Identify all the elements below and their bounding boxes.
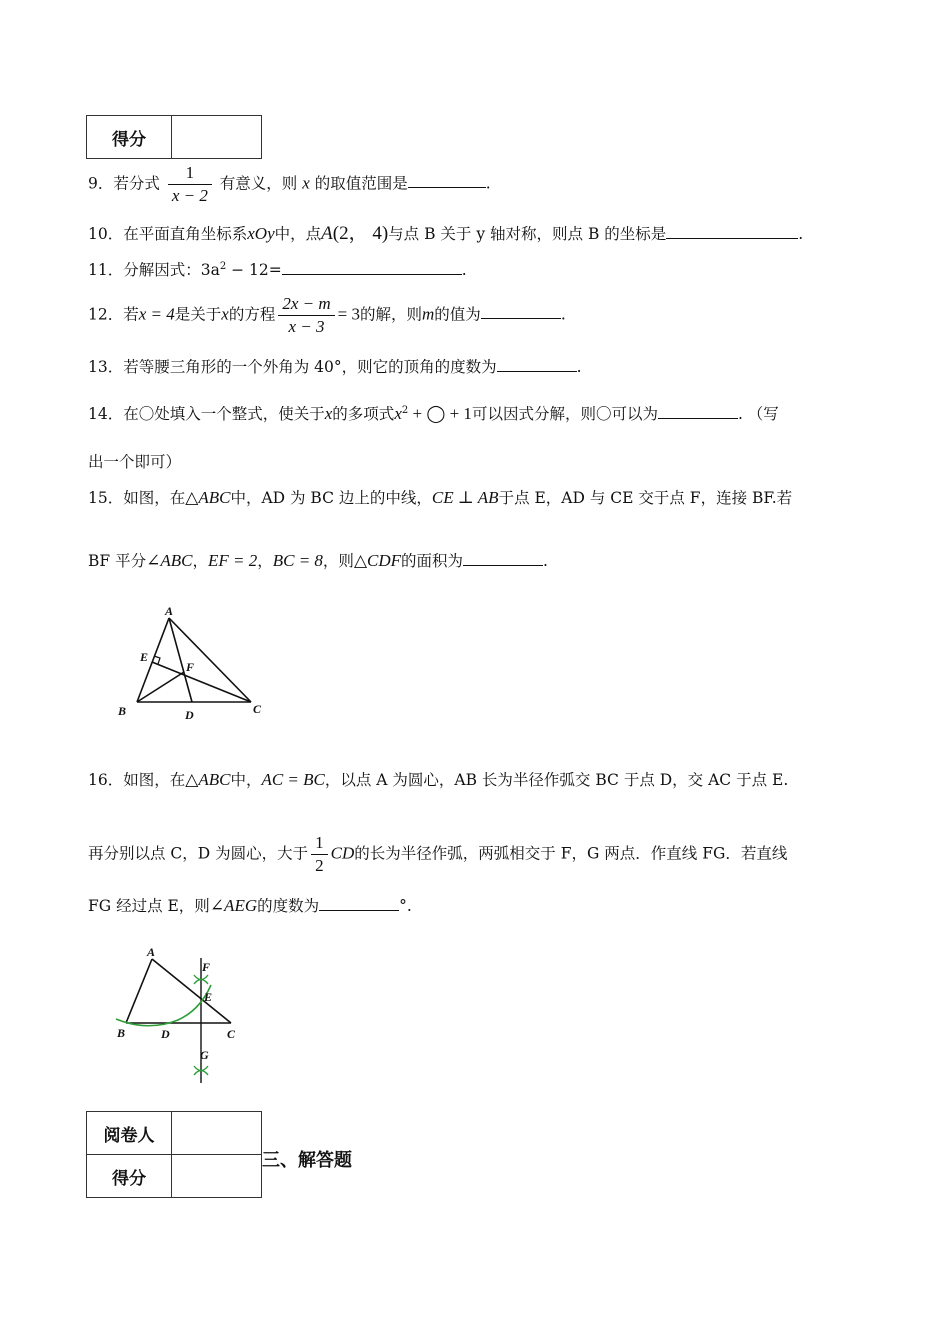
q12-t3: 的方程 (228, 305, 276, 324)
q9-frac-denominator: x − 2 (171, 185, 208, 205)
q12-var: x (221, 304, 229, 324)
q9-text-mid: 有意义，则 (219, 174, 298, 193)
q15-l2b: ， (192, 552, 208, 570)
score-table-top (86, 115, 262, 159)
question-number: 13． (88, 358, 124, 376)
question-number: 16． (88, 771, 124, 789)
q13-text: 若等腰三角形的一个外角为 40°，则它的顶角的度数为 (123, 358, 497, 376)
q16-figure (108, 940, 258, 1085)
q16-l2b: 的长为半径作弧，两弧相交于 F，G 两点．作直线 FG．若直线 (354, 844, 788, 863)
question-13 (88, 357, 582, 376)
score-value-cell[interactable] (172, 1155, 262, 1198)
q12-eq1: x = 4 (138, 304, 175, 324)
question-16-line2 (88, 834, 787, 875)
q16-label-c: C (227, 1027, 236, 1041)
score-value-cell[interactable] (172, 116, 262, 159)
q9-text-post: 的取值范围是 (314, 174, 408, 193)
question-14 (88, 404, 779, 423)
q16-end: °. (399, 897, 412, 915)
question-16 (88, 771, 788, 789)
q16-l3a: FG 经过点 E，则 (88, 897, 210, 915)
q16-label-e: E (204, 990, 213, 1004)
q16-frac-denominator: 2 (315, 855, 324, 875)
q16-l2a: 再分别以点 C，D 为圆心，大于 (88, 844, 309, 863)
q12-frac-denominator: x − 3 (288, 316, 325, 336)
question-number: 15． (88, 489, 124, 507)
reviewer-label: 阅卷人 (87, 1112, 172, 1155)
q9-variable: x (302, 173, 310, 193)
question-15 (88, 489, 792, 507)
q15-label-f: F (186, 660, 195, 674)
q16-label-b: B (117, 1026, 126, 1040)
score-table-bottom (86, 1111, 262, 1198)
q9-frac-numerator: 1 (168, 164, 212, 185)
section-title: 三、解答题 (262, 1150, 352, 1171)
q16-fraction (311, 834, 328, 875)
q15-label-d: D (185, 708, 194, 722)
q14-sup: 2 (401, 404, 409, 416)
q15-l1c: 于点 E，AD 与 CE 交于点 F，连接 BF.若 (498, 489, 793, 507)
q12-t1: 若 (123, 305, 139, 324)
question-number: 12． (88, 305, 124, 324)
q15-l1b: 中，AD 为 BC 边上的中线， (230, 489, 432, 507)
q12-eq2: = 3 (337, 304, 360, 324)
question-number: 10． (88, 225, 124, 243)
q12-t4: 的解，则 (360, 305, 423, 324)
question-number: 14． (88, 405, 124, 423)
score-label: 得分 (87, 1155, 172, 1198)
q15-end: . (543, 552, 548, 570)
q16-answer-blank[interactable] (319, 896, 399, 911)
q14-t1: 在〇处填入一个整式，使关于 (123, 405, 325, 423)
q15-label-e: E (140, 650, 149, 664)
question-9 (88, 164, 491, 205)
q15-l2e: 的面积为 (401, 552, 464, 570)
q10-xoy: xOy (247, 224, 275, 243)
q15-triangle: △ABC (185, 488, 231, 507)
q15-figure (110, 605, 280, 725)
q11-answer-blank[interactable] (282, 260, 462, 275)
question-12 (88, 295, 566, 336)
q16-cd: CD (330, 843, 355, 863)
q11-text: 分解因式：3a (123, 261, 220, 279)
q14-answer-blank[interactable] (658, 404, 738, 419)
q15-l1a: 如图，在 (123, 489, 186, 507)
q15-l2a: BF 平分 (88, 552, 147, 570)
q14-var: x (324, 404, 333, 423)
q16-l1b: 中， (230, 771, 262, 789)
q9-answer-blank[interactable] (408, 173, 486, 188)
q16-frac-numerator: 1 (311, 834, 328, 855)
q15-l2c: ， (257, 552, 273, 570)
q15-segment-bf (137, 672, 184, 702)
q10-answer-blank[interactable] (666, 224, 798, 239)
q16-arc-bde (116, 985, 211, 1026)
q14-t2: 的多项式 (332, 405, 395, 423)
score-label: 得分 (87, 116, 172, 159)
q14-line2: 出一个即可） (88, 453, 182, 471)
q12-end: . (560, 305, 566, 324)
question-10 (88, 224, 803, 243)
q14-end: . （写 (737, 405, 779, 423)
q11-end: . (461, 261, 467, 279)
q12-frac-numerator: 2x − m (278, 295, 334, 316)
question-number: 11． (88, 261, 124, 279)
q14-poly2: + ◯ + 1 (408, 404, 472, 423)
q9-text-pre: 若分式 (113, 174, 160, 193)
q15-ef: EF = 2 (207, 551, 258, 570)
q16-triangle: △ABC (185, 770, 231, 789)
q15-l2d: ，则 (322, 552, 354, 570)
q10-text2: 中，点 (274, 225, 322, 243)
q16-label-f: F (202, 960, 211, 974)
q16-side-ab (126, 959, 152, 1023)
question-16-line3 (88, 896, 412, 915)
question-number: 9． (88, 174, 114, 193)
q15-perp: CE ⊥ AB (431, 488, 499, 507)
q16-l1a: 如图，在 (123, 771, 186, 789)
q15-label-c: C (253, 702, 262, 716)
q15-cdf: △CDF (353, 551, 402, 570)
q12-m: m (422, 304, 435, 324)
q10-end: . (798, 225, 804, 243)
q16-eq: AC = BC (261, 770, 325, 789)
question-15-line2 (88, 551, 548, 570)
q16-label-g: G (200, 1048, 209, 1062)
q12-t5: 的值为 (434, 305, 481, 324)
q16-angle: ∠AEG (209, 896, 258, 915)
q12-t2: 是关于 (174, 305, 222, 324)
q12-fraction (278, 295, 334, 336)
q14-t3: 可以因式分解，则〇可以为 (471, 405, 658, 423)
question-11 (88, 260, 467, 279)
q9-end: . (485, 174, 491, 193)
q15-label-a: A (165, 605, 174, 618)
q12-answer-blank[interactable] (481, 304, 561, 319)
q10-text3: 与点 B 关于 y 轴对称，则点 B 的坐标是 (388, 225, 667, 243)
q11-rest: − 12= (226, 261, 282, 279)
q10-coords: (2， 4) (332, 223, 389, 244)
q16-label-d: D (161, 1027, 170, 1041)
q16-l3b: 的度数为 (257, 897, 320, 915)
q11-superscript: 2 (219, 260, 227, 272)
q9-fraction (168, 164, 212, 205)
reviewer-value-cell[interactable] (172, 1112, 262, 1155)
q15-bc: BC = 8 (272, 551, 323, 570)
q14-poly: x (394, 404, 402, 423)
q13-answer-blank[interactable] (497, 357, 577, 372)
q15-label-b: B (118, 704, 127, 718)
q10-text1: 在平面直角坐标系 (123, 225, 248, 243)
q16-side-ac (152, 959, 231, 1023)
q13-end: . (576, 358, 582, 376)
q15-angle: ∠ABC (146, 551, 193, 570)
q16-label-a: A (147, 945, 156, 959)
q10-point-a: A (321, 223, 333, 244)
q15-answer-blank[interactable] (463, 551, 543, 566)
q16-l1c: ，以点 A 为圆心，AB 长为半径作弧交 BC 于点 D，交 AC 于点 E. (324, 771, 789, 789)
